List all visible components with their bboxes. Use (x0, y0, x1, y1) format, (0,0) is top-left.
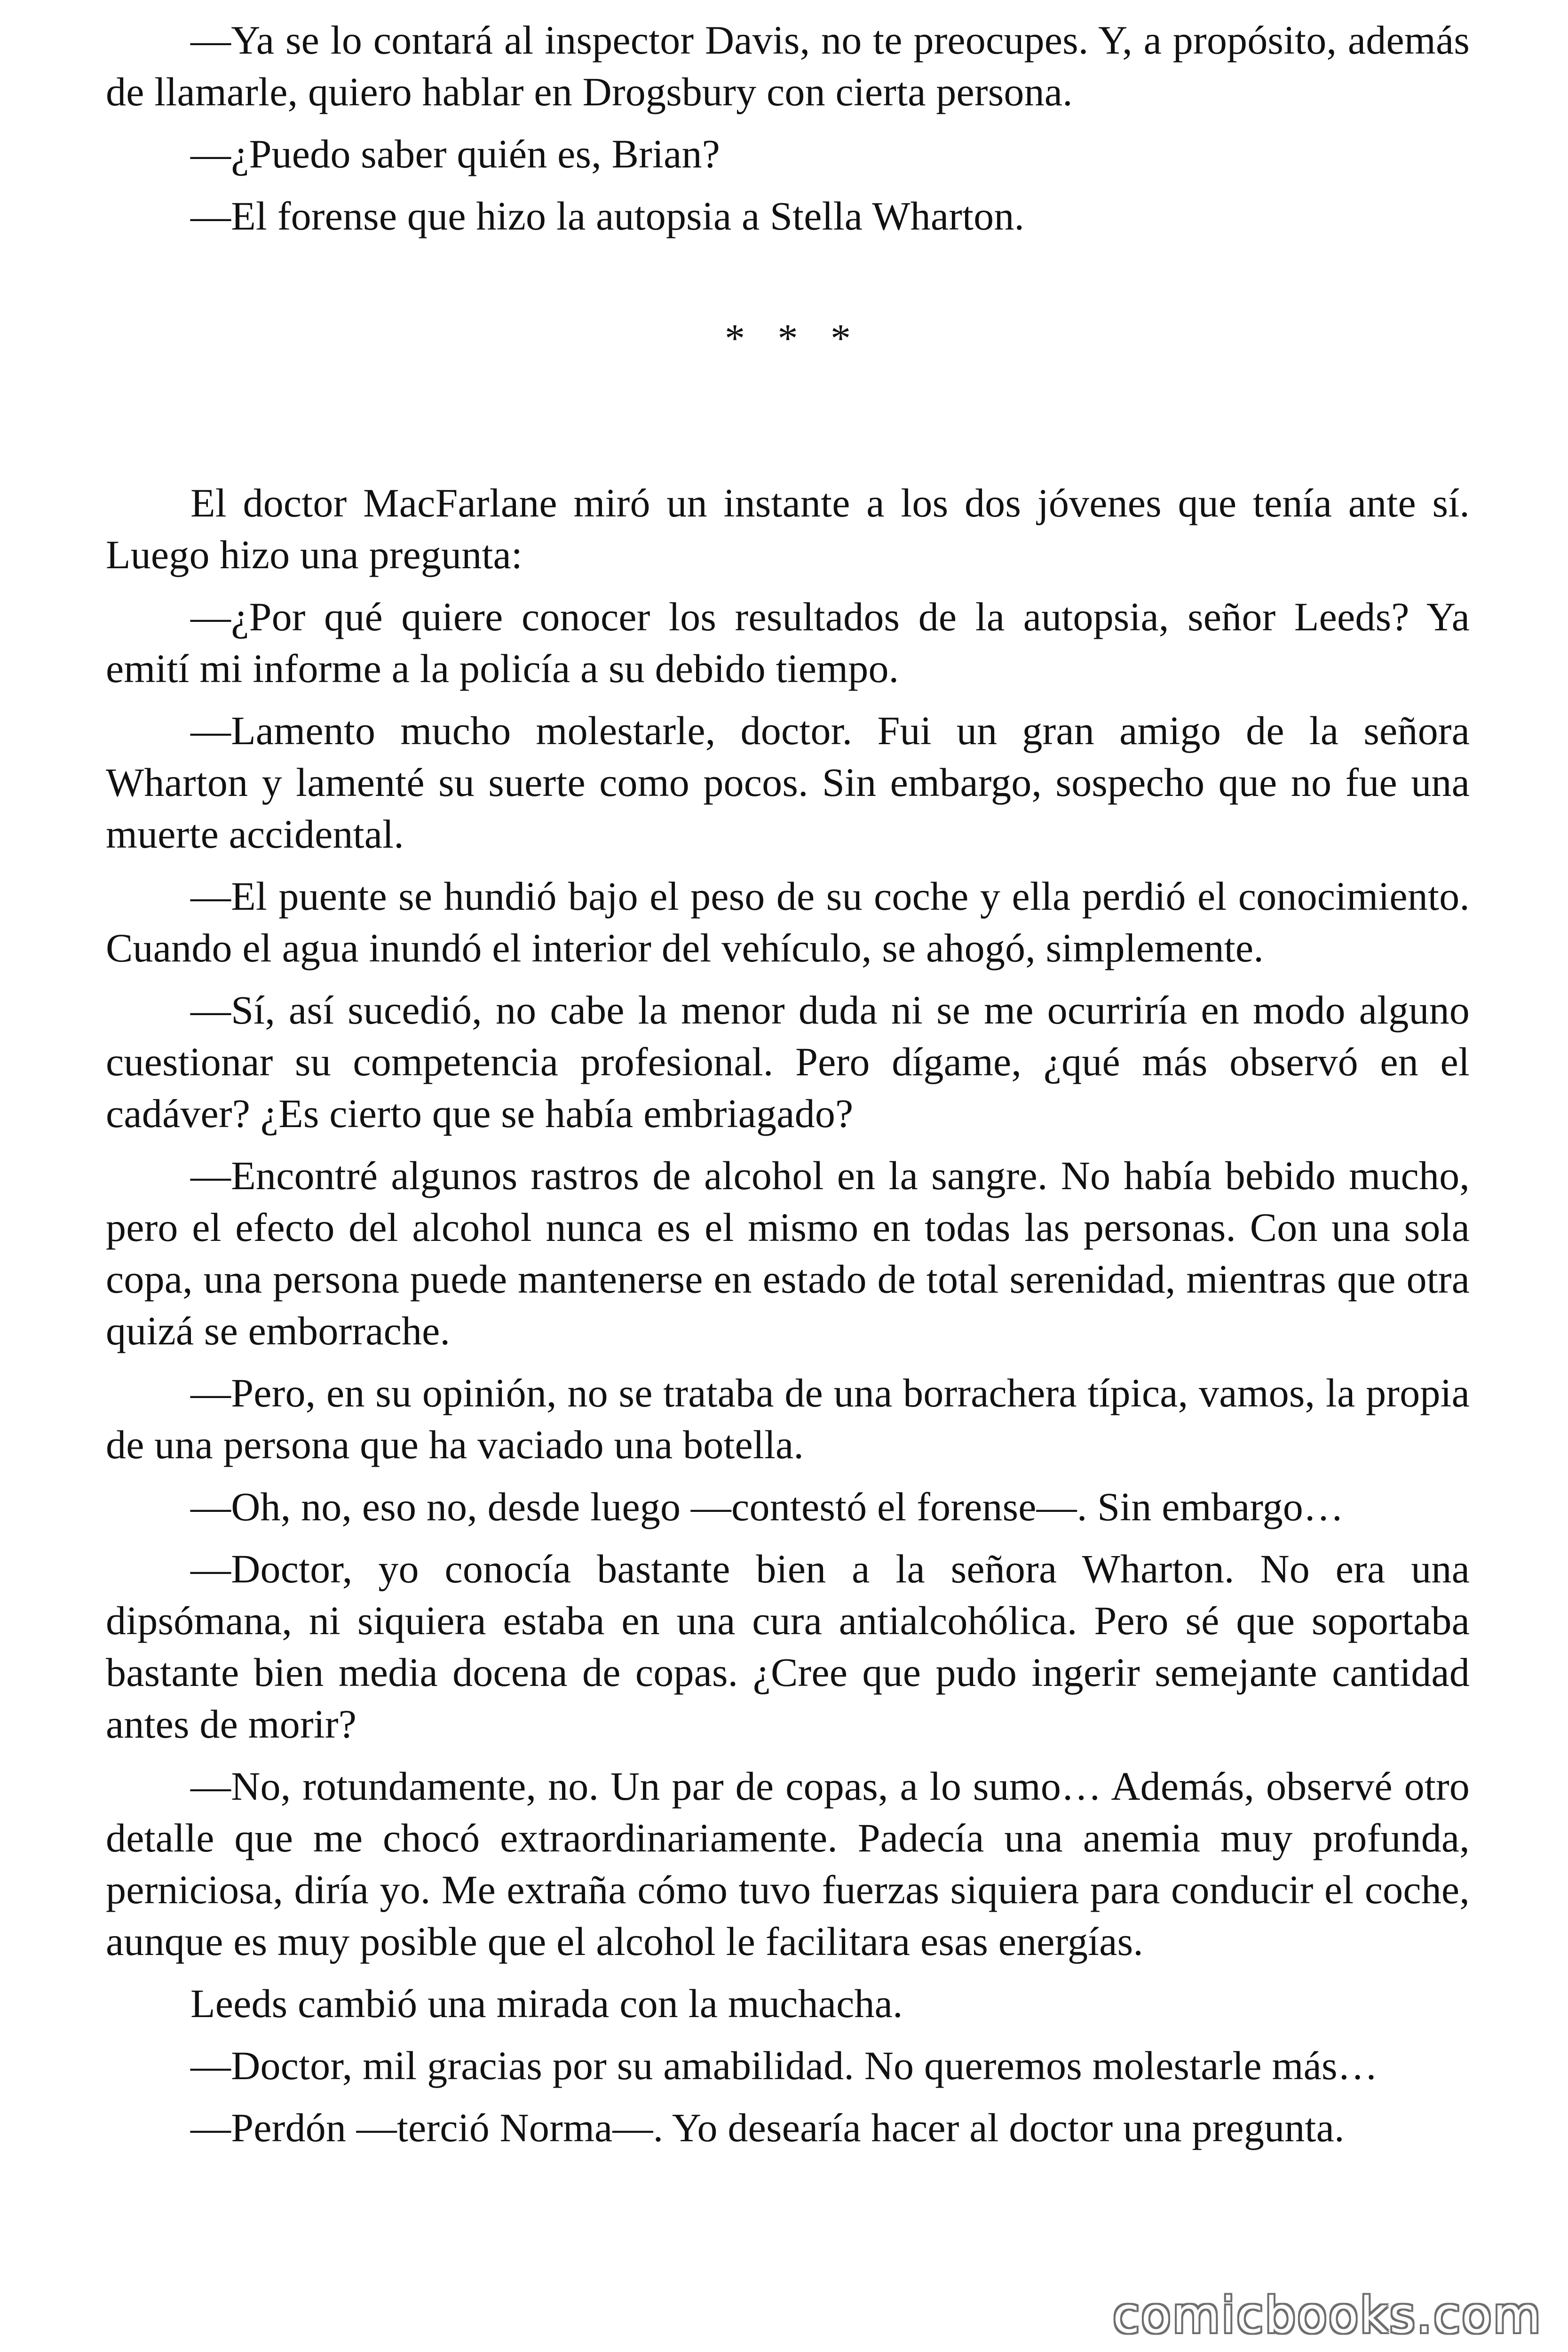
paragraph: —Lamento mucho molestarle, doctor. Fui un gran amigo de la señora Wharton y lamenté su suerte como pocos. Sin embargo, sospecho que no fue una muerte accidental. (106, 708, 1470, 857)
paragraph: —Encontré algunos rastros de alcohol en la sangre. No había bebido mucho, pero el efecto del alcohol nunca es el mismo en todas las personas. Con una sola copa, una persona puede mantenerse en estado de total serenidad, mientras que otra quizá se emborrache. (106, 1153, 1470, 1353)
watermark-logo: comicbooks.com (1112, 2287, 1542, 2344)
paragraph: Leeds cambió una mirada con la muchacha. (190, 1981, 903, 2026)
paragraph: —El puente se hundió bajo el peso de su coche y ella perdió el conocimiento. Cuando el agua inundó el interior del vehículo, se ahogó, simplemente. (106, 874, 1470, 970)
paragraph: —Sí, así sucedió, no cabe la menor duda ni se me ocurriría en modo alguno cuestionar su competencia profesional. Pero dígame, ¿qué más observó en el cadáver? ¿Es cierto que se había embriagado? (106, 987, 1470, 1136)
paragraph: —Ya se lo contará al inspector Davis, no te preocupes. Y, a propósito, además de llamarle, quiero hablar en Drogsbury con cierta persona. (106, 17, 1470, 114)
section-separator: * * * (725, 316, 851, 361)
paragraph: —Doctor, yo conocía bastante bien a la señora Wharton. No era una dipsómana, ni siquiera estaba en una cura antialcohólica. Pero sé que soportaba bastante bien media docena de copas. ¿Cree que pudo ingerir semejante cantidad antes de morir? (106, 1546, 1470, 1747)
paragraph: —Perdón —terció Norma—. Yo desearía hacer al doctor una pregunta. (190, 2105, 1345, 2150)
paragraph: —¿Puedo saber quién es, Brian? (190, 131, 721, 176)
paragraph: —No, rotundamente, no. Un par de copas, a lo sumo… Además, observé otro detalle que me chocó extraordinariamente. Padecía una anemia muy profunda, perniciosa, diría yo. Me extraña cómo tuvo fuerzas siquiera para conducir el coche, aunque es muy posible que el alcohol le facilitara esas energías. (106, 1764, 1470, 1964)
paragraph: —¿Por qué quiere conocer los resultados de la autopsia, señor Leeds? Ya emití mi informe a la policía a su debido tiempo. (106, 594, 1470, 691)
document-page (106, 14, 1470, 2164)
paragraph: El doctor MacFarlane miró un instante a los dos jóvenes que tenía ante sí. Luego hizo una pregunta: (106, 480, 1470, 577)
paragraph: —Doctor, mil gracias por su amabilidad. No queremos molestarle más… (190, 2043, 1378, 2088)
paragraph: —El forense que hizo la autopsia a Stella Wharton. (190, 193, 1025, 238)
paragraph: —Oh, no, eso no, desde luego —contestó el forense—. Sin embargo… (190, 1484, 1344, 1529)
paragraph: —Pero, en su opinión, no se trataba de una borrachera típica, vamos, la propia de una persona que ha vaciado una botella. (106, 1370, 1470, 1467)
